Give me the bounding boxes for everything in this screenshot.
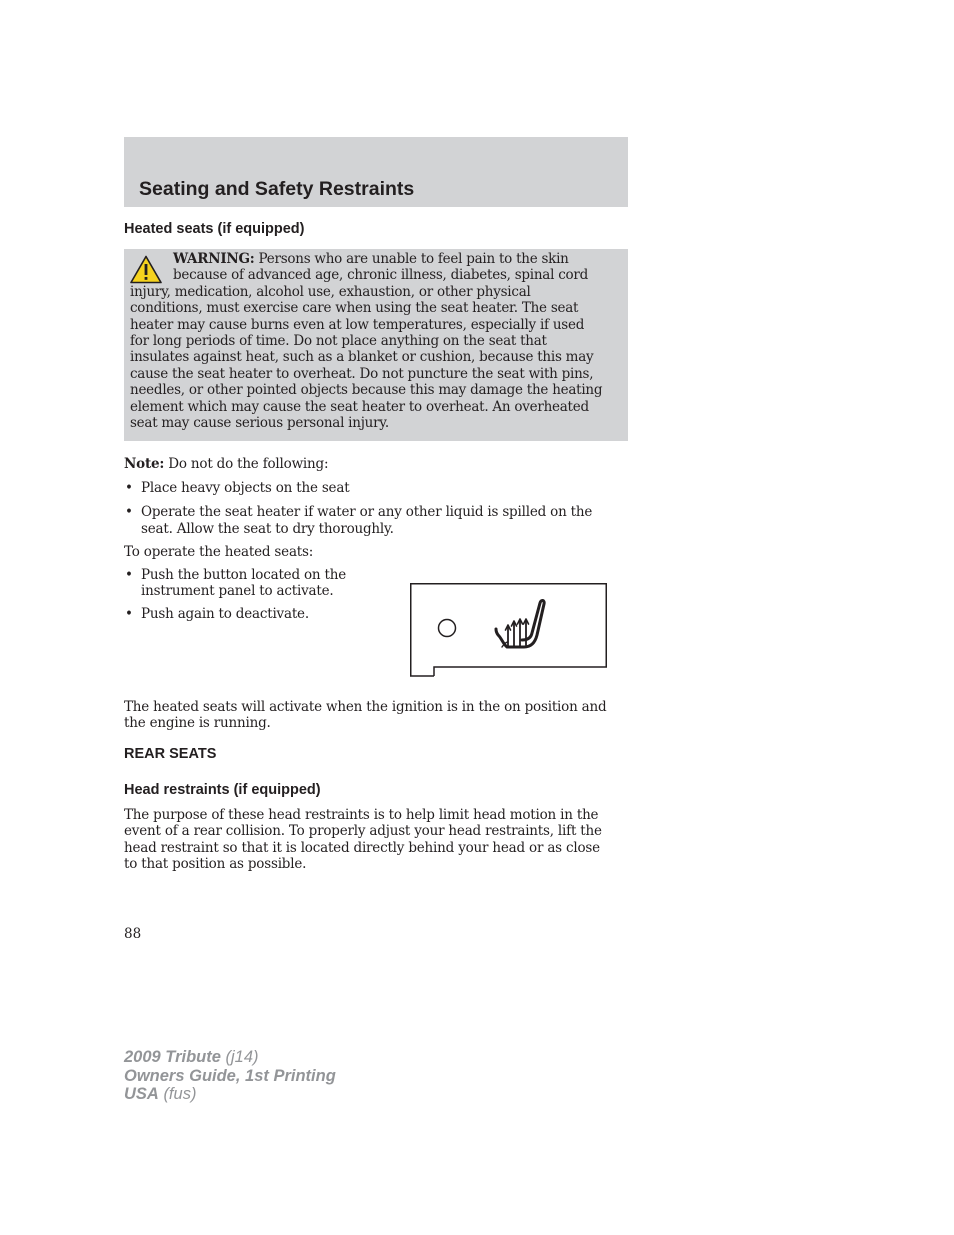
operate-steps-list: [124, 567, 394, 622]
button-figure-drawing: [410, 583, 607, 677]
list-item: • Place heavy objects on the seat: [125, 480, 350, 496]
warning-line: injury, medication, alcohol use, exhaustion, or other physical: [130, 283, 531, 300]
section-title: Seating and Safety Restraints: [139, 178, 415, 200]
heated-seats-heading: Heated seats (if equipped): [124, 221, 305, 237]
footer-market-code: (fus): [163, 1085, 197, 1103]
warning-line: for long periods of time. Do not place anything on the seat that: [130, 333, 547, 350]
head-restraints-text: The purpose of these head restraints is to help limit head motion in the event of a rear collision. To properly adjust your head restraints, lift the head restraint so that it is located directly behind your head or as close to that position as possible.: [124, 807, 602, 873]
footer-market: USA: [124, 1085, 159, 1103]
footer-model-code: (j14): [225, 1048, 259, 1066]
note-label: Note:: [124, 456, 165, 472]
operate-intro: To operate the heated seats:: [124, 544, 314, 560]
warning-box: [124, 249, 628, 441]
page-number: 88: [124, 926, 142, 942]
warning-label: WARNING:: [173, 251, 255, 267]
footer-guide: Owners Guide, 1st Printing: [124, 1066, 336, 1085]
dont-list: [124, 480, 628, 537]
head-restraints-heading: Head restraints (if equipped): [124, 782, 321, 798]
indicator-light-icon: [439, 620, 456, 637]
warning-text: [130, 251, 622, 431]
list-item: • Push again to deactivate.: [125, 605, 309, 622]
warning-line: Persons who are unable to feel pain to the skin: [258, 251, 569, 267]
note-text: Do not do the following:: [168, 456, 329, 472]
footer-model: 2009 Tribute: [124, 1048, 221, 1066]
list-item: • Operate the seat heater if water or any other liquid is spilled on the seat. Allow the seat to dry thoroughly.: [125, 504, 593, 537]
activation-note: The heated seats will activate when the ignition is in the on position and the engine is running.: [124, 699, 607, 732]
warning-line: insulates against heat, such as a blanket or cushion, because this may: [130, 349, 594, 366]
rear-seats-heading: REAR SEATS: [124, 746, 217, 762]
list-item: • Push the button located on the instrument panel to activate.: [125, 567, 347, 600]
heated-seat-button-figure: [410, 583, 607, 677]
warning-line: because of advanced age, chronic illness, diabetes, spinal cord: [173, 267, 588, 284]
footer: [124, 1048, 336, 1104]
warning-line: seat may cause serious personal injury.: [130, 415, 389, 432]
note: [124, 456, 328, 472]
warning-line: needles, or other pointed objects because this may damage the heating: [130, 382, 603, 399]
warning-line: conditions, must exercise care when using the seat heater. The seat: [130, 300, 579, 317]
section-header-band: [124, 137, 628, 207]
warning-line: heater may cause burns even at low temperatures, especially if used: [130, 316, 585, 333]
heated-seat-icon: [496, 600, 544, 647]
warning-line: cause the seat heater to overheat. Do not puncture the seat with pins,: [130, 365, 594, 382]
warning-line: element which may cause the seat heater to overheat. An overheated: [130, 398, 589, 415]
